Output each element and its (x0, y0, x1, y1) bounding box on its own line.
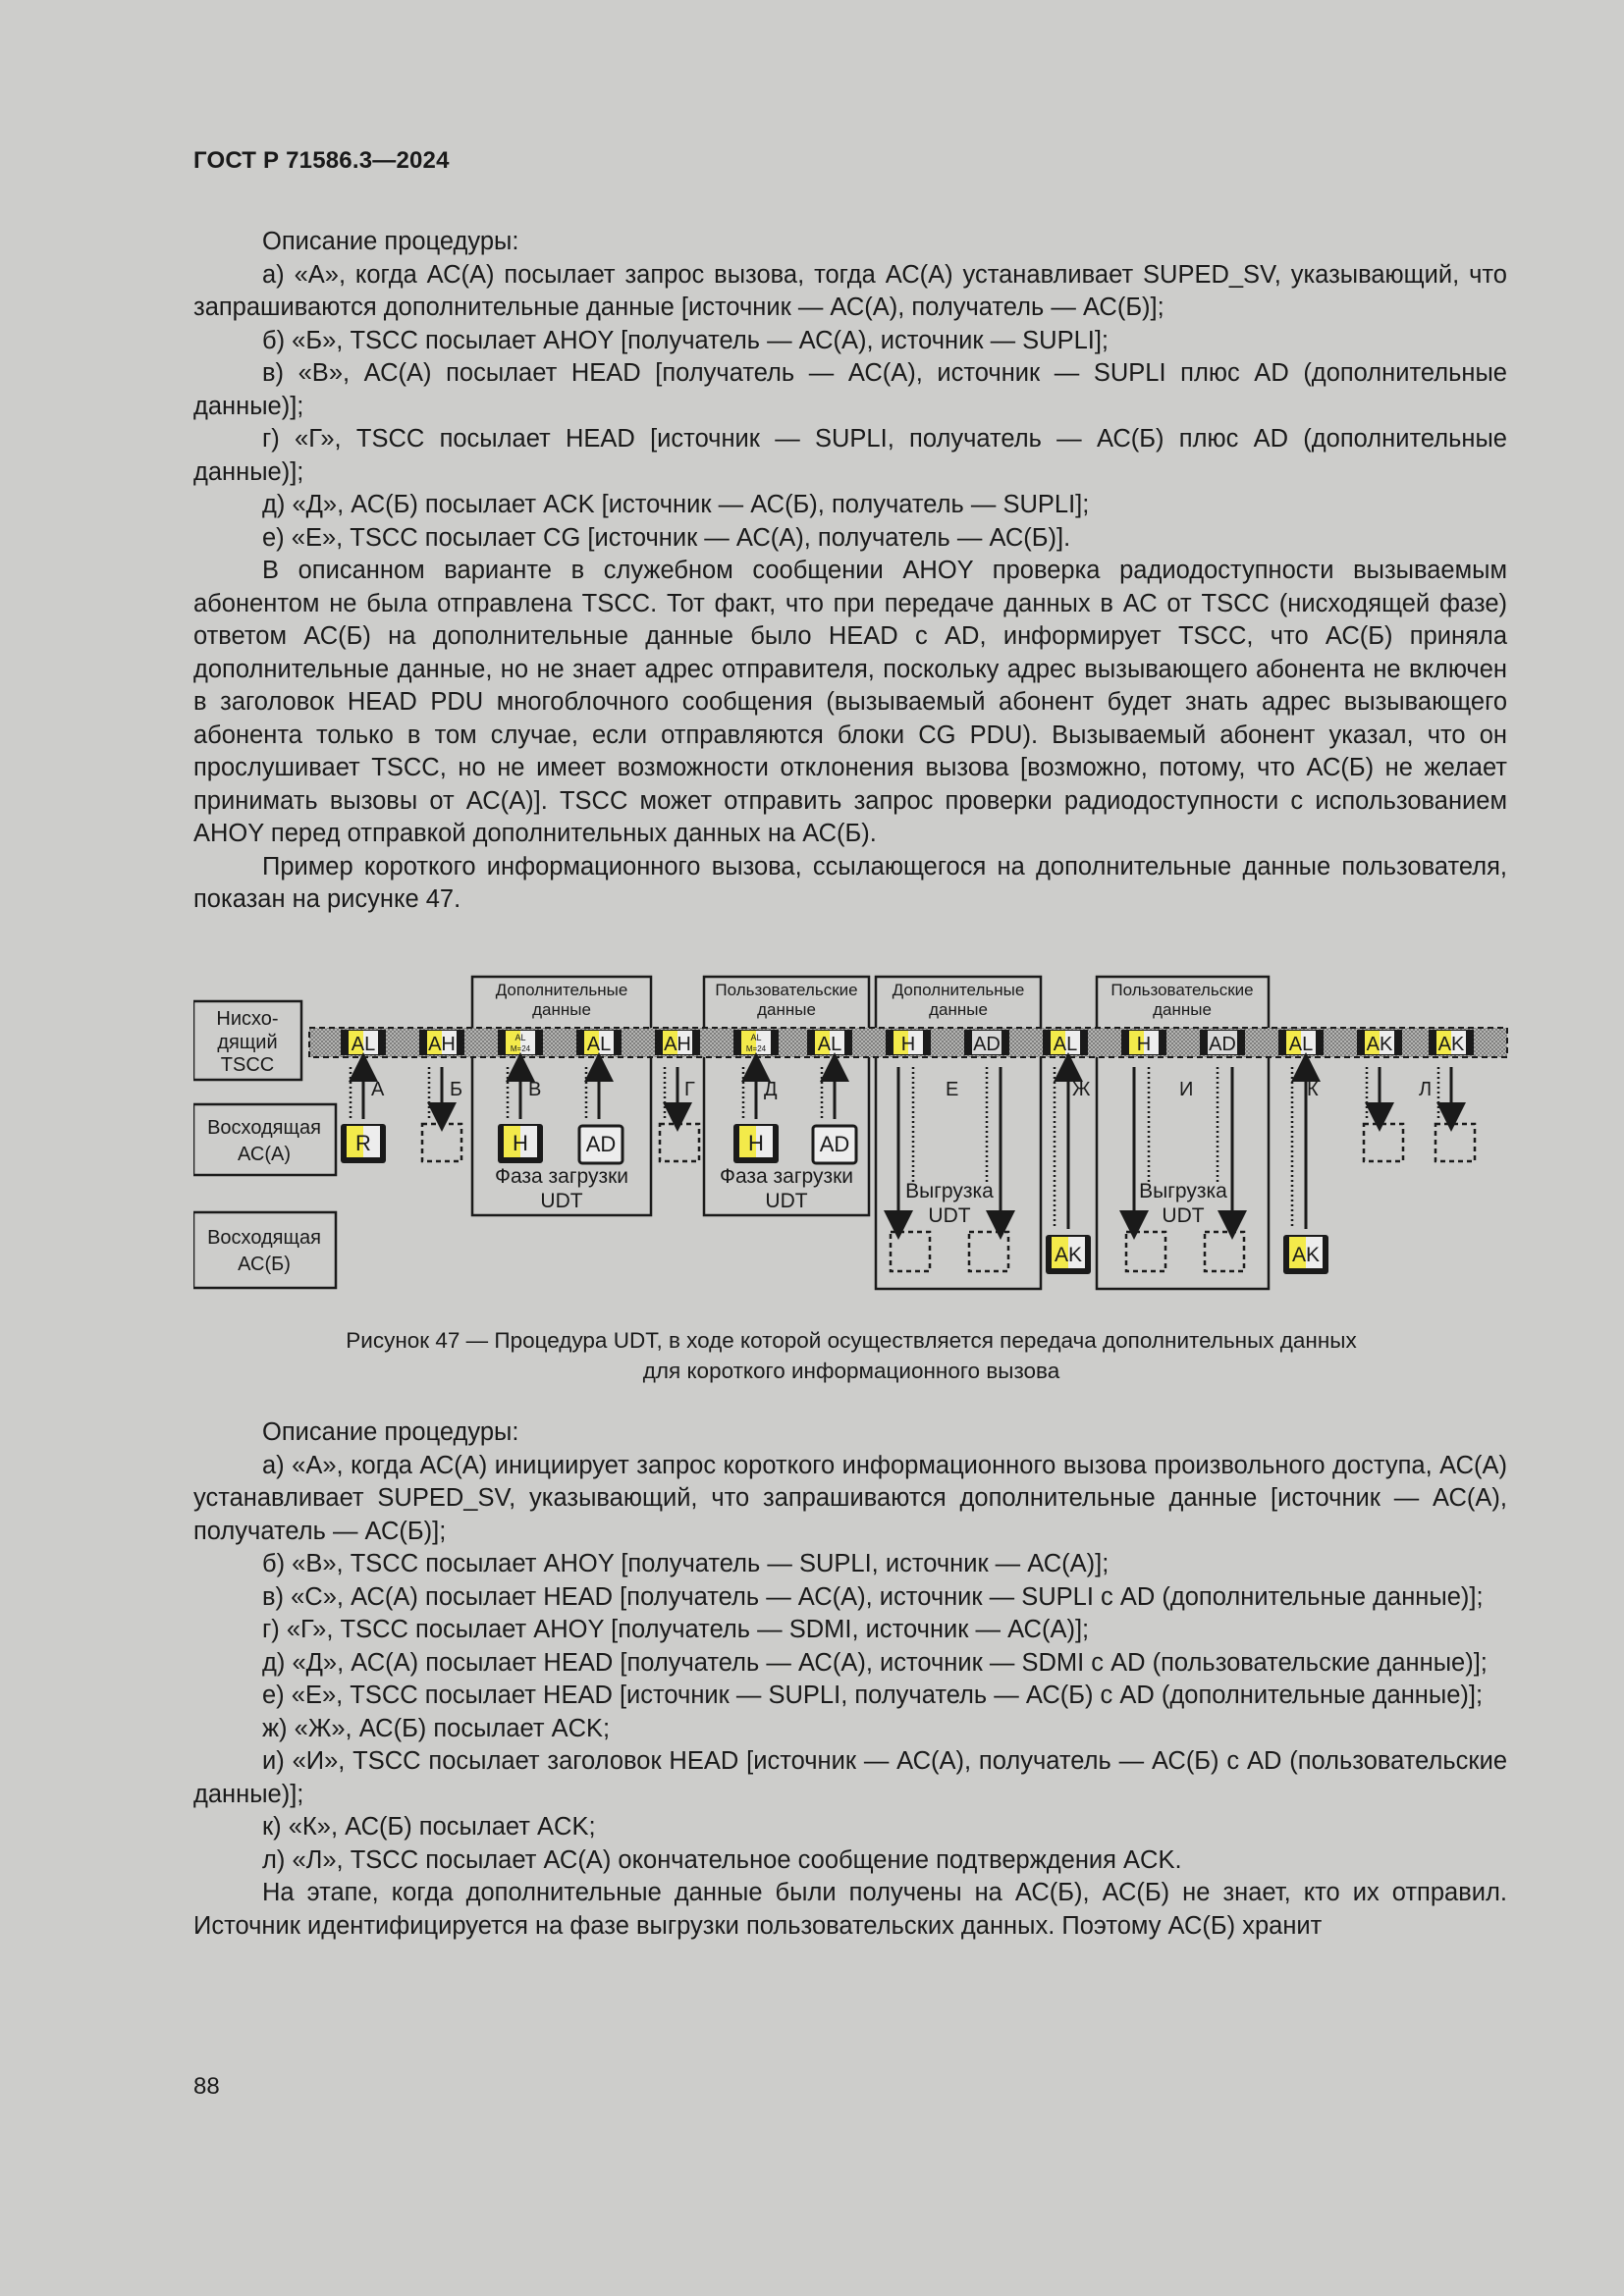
svg-text:H: H (748, 1131, 764, 1155)
svg-text:В: В (528, 1079, 542, 1100)
document-id: ГОСТ Р 71586.3—2024 (193, 147, 450, 174)
downlink-blocks (341, 1030, 1474, 1055)
paragraph: Описание процедуры: (262, 1418, 519, 1446)
svg-text:данные: данные (1153, 1000, 1212, 1019)
paragraph: е) «Е», TSCC посылает CG [источник — АС(А), получатель — АС(Б)]. (262, 523, 1071, 552)
paragraph: г) «Г», TSCC посылает AHOY [получатель — SDMI, источник — АС(А)]; (262, 1616, 1090, 1643)
svg-text:Фаза загрузки: Фаза загрузки (719, 1165, 854, 1188)
caption-line: Рисунок 47 — Процедура UDT, в ходе которой осуществляется передача дополнительных данных (346, 1328, 1357, 1353)
svg-text:данные: данные (929, 1000, 988, 1019)
svg-text:H: H (900, 1034, 916, 1055)
svg-text:UDT: UDT (765, 1190, 808, 1212)
paragraph: г) «Г», TSCC посылает HEAD [источник — SUPLI, получатель — АС(Б) плюс AD (дополнительные данные)]; (193, 425, 1507, 486)
row-label-uplink-a (193, 1104, 336, 1175)
caption-line: для короткого информационного вызова (642, 1359, 1060, 1383)
svg-text:дящий: дящий (217, 1032, 278, 1053)
svg-text:AL: AL (750, 1033, 762, 1042)
svg-text:AD: AD (1209, 1034, 1236, 1055)
svg-text:UDT: UDT (540, 1190, 583, 1212)
svg-text:AD: AD (585, 1132, 617, 1156)
svg-text:К: К (1307, 1079, 1319, 1100)
paragraph: б) «Б», TSCC посылает AHOY [получатель — АС(А), источник — SUPLI]; (262, 326, 1110, 354)
row-label-downlink (193, 1001, 301, 1080)
svg-text:Г: Г (684, 1079, 695, 1100)
svg-text:R: R (355, 1131, 371, 1155)
svg-text:AL: AL (1053, 1034, 1078, 1055)
svg-text:Выгрузка: Выгрузка (905, 1180, 994, 1202)
svg-text:Л: Л (1419, 1079, 1433, 1100)
svg-text:TSCC: TSCC (220, 1054, 275, 1076)
paragraph: В описанном варианте в служебном сообщении AHOY проверка радиодоступности вызываемым абонентом не была отправлена TSCC. Тот факт, что при передаче данных в АС от TSCC (нисходящей фазе) ответом АС(Б) на дополнительные данные было HEAD с AD, информирует TSCC, что АС(Б) приняла дополнительные данные, но не знает адрес отправителя, поскольку адрес вызывающего абонента не включен в заголовок HEAD PDU многоблочного сообщения (вызываемый абонент будет знать адрес вызывающего абонента только в том случае, если отправляются блоки CG PDU). Вызываемый абонент указал, что он прослушивает TSCC, но не имеет возможности отклонения вызова [возможно, потому, что АС(Б) не желает принимать вызовы от АС(А)]. TSCC может отправить запрос проверки радиодоступности с использованием AHOY перед отправкой дополнительных данных на АС(Б). (193, 557, 1507, 847)
row-label-uplink-b (193, 1212, 336, 1288)
svg-text:H: H (513, 1131, 528, 1155)
svg-text:Выгрузка: Выгрузка (1139, 1180, 1227, 1202)
svg-text:AL: AL (351, 1034, 376, 1055)
svg-text:Нисхо-: Нисхо- (216, 1008, 279, 1030)
phase-labels (495, 1165, 1227, 1227)
svg-text:Пользовательские: Пользовательские (1110, 981, 1254, 999)
svg-text:AD: AD (973, 1034, 1001, 1055)
svg-text:AL: AL (1288, 1034, 1314, 1055)
paragraph: а) «А», когда АС(А) инициирует запрос короткого информационного вызова произвольного доступа, АС(А) устанавливает SUPED_SV, указывающий, что запрашиваются дополнительные данные [источник — АС(А), получатель — АС(Б)]; (193, 1451, 1507, 1545)
svg-text:данные: данные (532, 1000, 591, 1019)
paragraph: Описание процедуры: (262, 228, 519, 255)
svg-text:M=24: M=24 (510, 1044, 531, 1053)
svg-text:Д: Д (764, 1079, 778, 1100)
svg-text:АС(А): АС(А) (237, 1144, 292, 1165)
svg-text:Дополнительные: Дополнительные (892, 981, 1025, 999)
svg-text:И: И (1179, 1079, 1194, 1100)
paragraph: и) «И», TSCC посылает заголовок HEAD [источник — АС(А), получатель — АС(Б) с AD (пользовательские данные)]; (193, 1747, 1507, 1808)
svg-text:H: H (1136, 1034, 1152, 1055)
svg-text:AH: AH (664, 1034, 691, 1055)
paragraph: в) «С», АС(А) посылает HEAD [получатель — АС(А), источник — SUPLI с AD (дополнительные данные)]; (262, 1582, 1484, 1611)
figure-47-udt-diagram (193, 972, 1509, 1296)
svg-text:AK: AK (1437, 1034, 1465, 1055)
group-user-data-2 (1097, 977, 1269, 1289)
svg-text:Б: Б (450, 1079, 463, 1100)
svg-text:Ж: Ж (1072, 1079, 1091, 1100)
svg-text:UDT: UDT (1162, 1204, 1205, 1227)
uplink-b-blocks (1046, 1235, 1328, 1274)
svg-text:AK: AK (1366, 1034, 1393, 1055)
group-additional-data-2 (876, 977, 1041, 1289)
svg-text:Дополнительные: Дополнительные (495, 981, 628, 999)
svg-text:Фаза загрузки: Фаза загрузки (494, 1165, 629, 1188)
svg-text:AK: AK (1291, 1244, 1321, 1266)
svg-text:Пользовательские: Пользовательские (715, 981, 858, 999)
svg-text:M=24: M=24 (745, 1044, 767, 1053)
paragraph: е) «Е», TSCC посылает HEAD [источник — SUPLI, получатель — АС(Б) с AD (дополнительные данные)]; (262, 1682, 1484, 1709)
svg-text:AK: AK (1054, 1244, 1083, 1266)
figure-caption (193, 1325, 1509, 1386)
paragraph: На этапе, когда дополнительные данные были получены на АС(Б), АС(Б) не знает, кто их отправил. Источник идентифицируется на фазе выгрузки пользовательских данных. Поэтому АС(Б) хранит (193, 1879, 1507, 1940)
paragraph: б) «В», TSCC посылает AHOY [получатель — SUPLI, источник — АС(А)]; (262, 1550, 1110, 1577)
svg-text:Восходящая: Восходящая (207, 1227, 321, 1249)
page-number: 88 (193, 2073, 220, 2100)
paragraph: в) «В», АС(А) посылает HEAD [получатель — АС(А), источник — SUPLI плюс AD (дополнительные данные)]; (193, 359, 1507, 420)
svg-text:AD: AD (819, 1132, 850, 1156)
svg-text:UDT: UDT (928, 1204, 971, 1227)
svg-text:АС(Б): АС(Б) (238, 1254, 291, 1275)
step-letters (371, 1079, 1432, 1100)
svg-text:Е: Е (946, 1079, 959, 1100)
paragraph: ж) «Ж», АС(Б) посылает ACK; (262, 1714, 611, 1742)
procedure-description-1 (193, 226, 1507, 917)
paragraph: а) «А», когда АС(А) посылает запрос вызова, тогда АС(А) устанавливает SUPED_SV, указывающий, что запрашиваются дополнительные данные [источник — АС(А), получатель — АС(Б)]; (193, 260, 1507, 321)
procedure-description-2 (193, 1416, 1507, 1943)
svg-text:AL: AL (817, 1034, 842, 1055)
svg-text:данные: данные (757, 1000, 816, 1019)
paragraph: д) «Д», АС(Б) посылает ACK [источник — АС(Б), получатель — SUPLI]; (262, 491, 1090, 518)
paragraph: Пример короткого информационного вызова, ссылающегося на дополнительные данные пользователя, показан на рисунке 47. (193, 852, 1507, 913)
paragraph: д) «Д», АС(А) посылает HEAD [получатель — АС(А), источник — SDMI с AD (пользовательские данные)]; (262, 1648, 1488, 1677)
svg-text:Восходящая: Восходящая (207, 1117, 321, 1139)
paragraph: к) «К», АС(Б) посылает ACK; (262, 1813, 596, 1841)
uplink-a-blocks (341, 1124, 856, 1163)
svg-text:AL: AL (514, 1033, 526, 1042)
paragraph: л) «Л», TSCC посылает АС(А) окончательное сообщение подтверждения ACK. (262, 1845, 1182, 1874)
svg-text:AH: AH (428, 1034, 456, 1055)
svg-text:AL: AL (586, 1034, 612, 1055)
svg-text:А: А (371, 1079, 385, 1100)
